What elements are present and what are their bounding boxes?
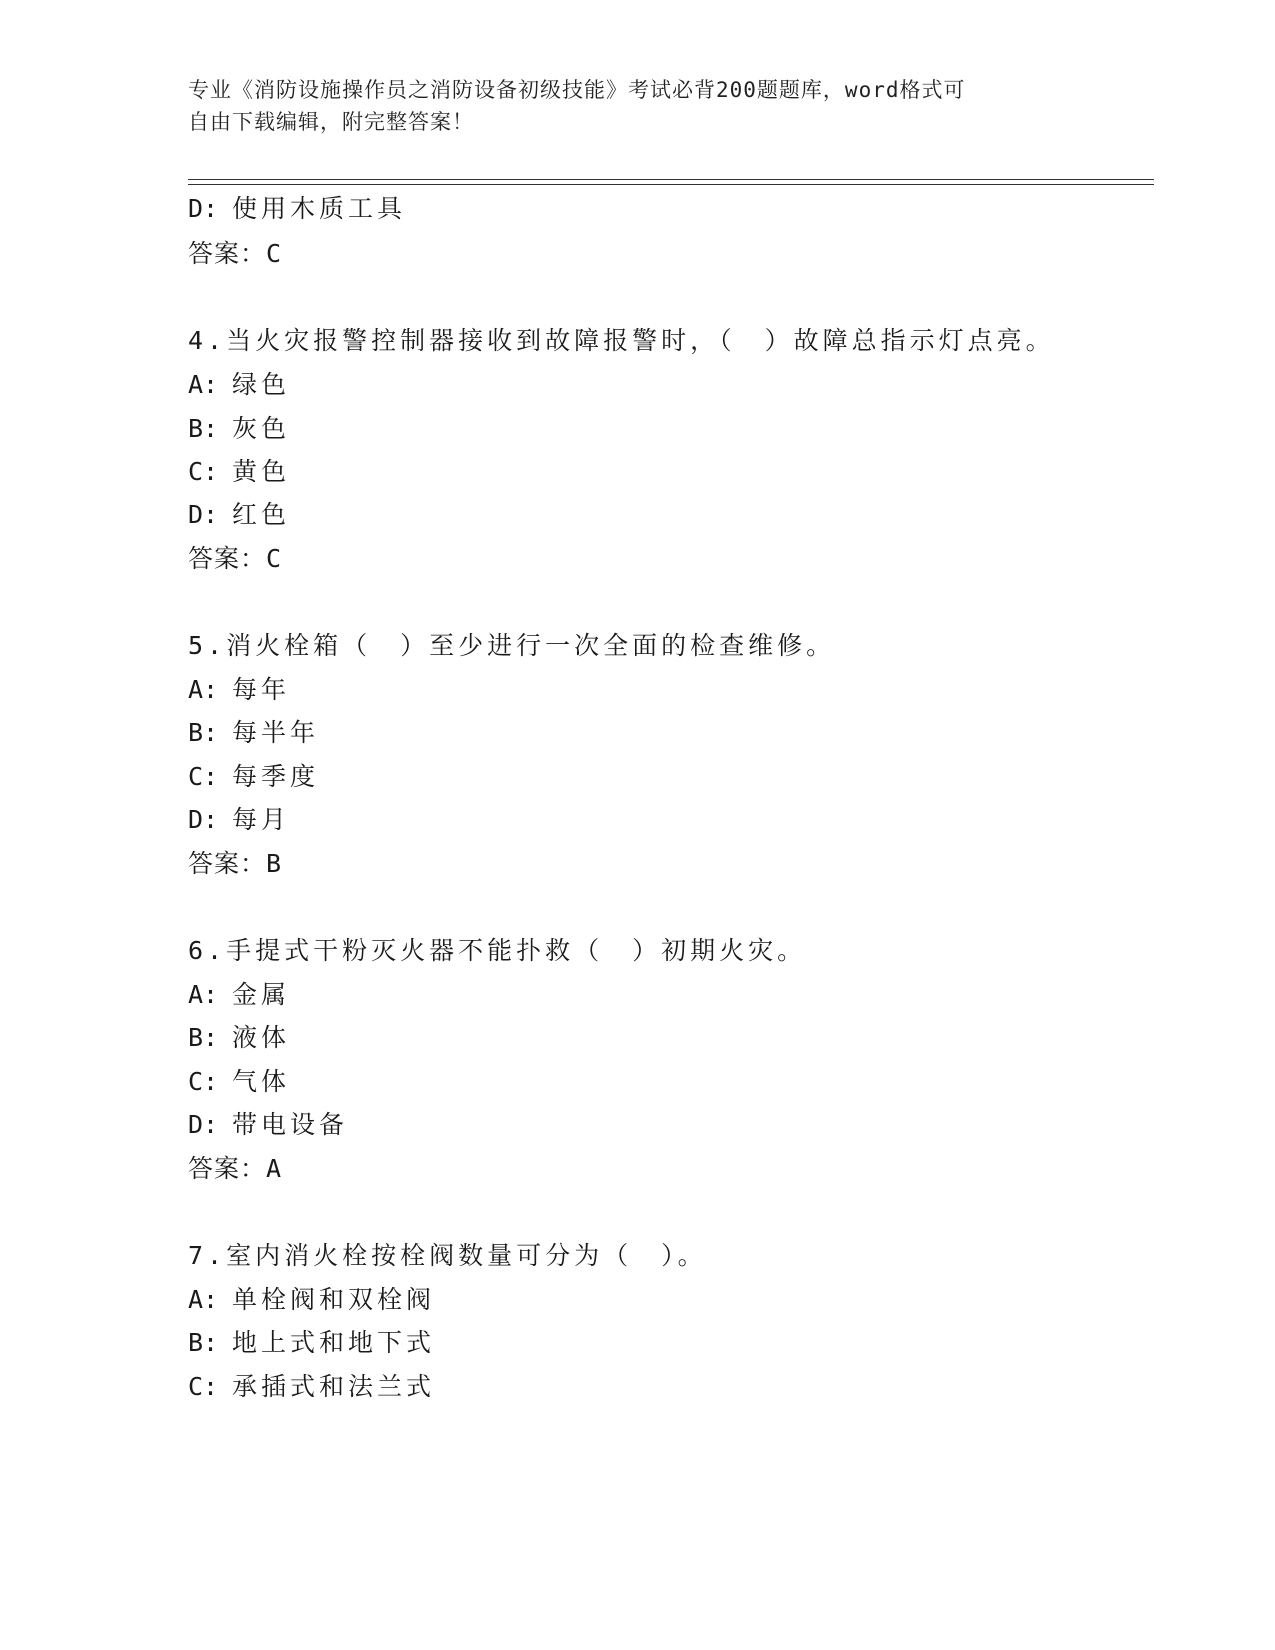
answer-q3: 答案：C xyxy=(188,239,283,268)
question-stem-7: 7.室内消火栓按栓阀数量可分为（ ）。 xyxy=(188,1241,707,1270)
header-line-2: 自由下载编辑，附完整答案！ xyxy=(188,110,474,134)
option-d-q3: D: 使用木质工具 xyxy=(188,194,407,223)
option-d-q6: D: 带电设备 xyxy=(188,1110,349,1139)
header-divider xyxy=(188,179,1154,185)
option-c-q7: C: 承插式和法兰式 xyxy=(188,1372,436,1401)
option-text: 使用木质工具 xyxy=(232,194,407,223)
answer-q4: 答案：C xyxy=(188,544,283,573)
option-c-q5: C: 每季度 xyxy=(188,762,320,791)
option-c-q4: C: 黄色 xyxy=(188,457,291,486)
option-c-q6: C: 气体 xyxy=(188,1067,291,1096)
page-header xyxy=(188,74,1088,138)
header-line-1: 专业《消防设施操作员之消防设备初级技能》考试必背200题题库，word格式可 xyxy=(188,78,966,102)
answer-q6: 答案：A xyxy=(188,1154,283,1183)
question-stem-4: 4.当火灾报警控制器接收到故障报警时，（ ）故障总指示灯点亮。 xyxy=(188,326,1055,355)
option-a-q4: A: 绿色 xyxy=(188,370,291,399)
option-d-q5: D: 每月 xyxy=(188,805,291,834)
option-b-q6: B: 液体 xyxy=(188,1023,291,1052)
option-d-q4: D: 红色 xyxy=(188,500,291,529)
answer-q5: 答案：B xyxy=(188,849,283,878)
question-stem-5: 5.消火栓箱（ ）至少进行一次全面的检查维修。 xyxy=(188,631,836,660)
option-a-q6: A: 金属 xyxy=(188,980,291,1009)
option-a-q5: A: 每年 xyxy=(188,675,291,704)
option-a-q7: A: 单栓阀和双栓阀 xyxy=(188,1285,436,1314)
question-stem-6: 6.手提式干粉灭火器不能扑救（ ）初期火灾。 xyxy=(188,936,807,965)
option-b-q4: B: 灰色 xyxy=(188,414,291,443)
option-b-q7: B: 地上式和地下式 xyxy=(188,1328,436,1357)
option-b-q5: B: 每半年 xyxy=(188,718,320,747)
